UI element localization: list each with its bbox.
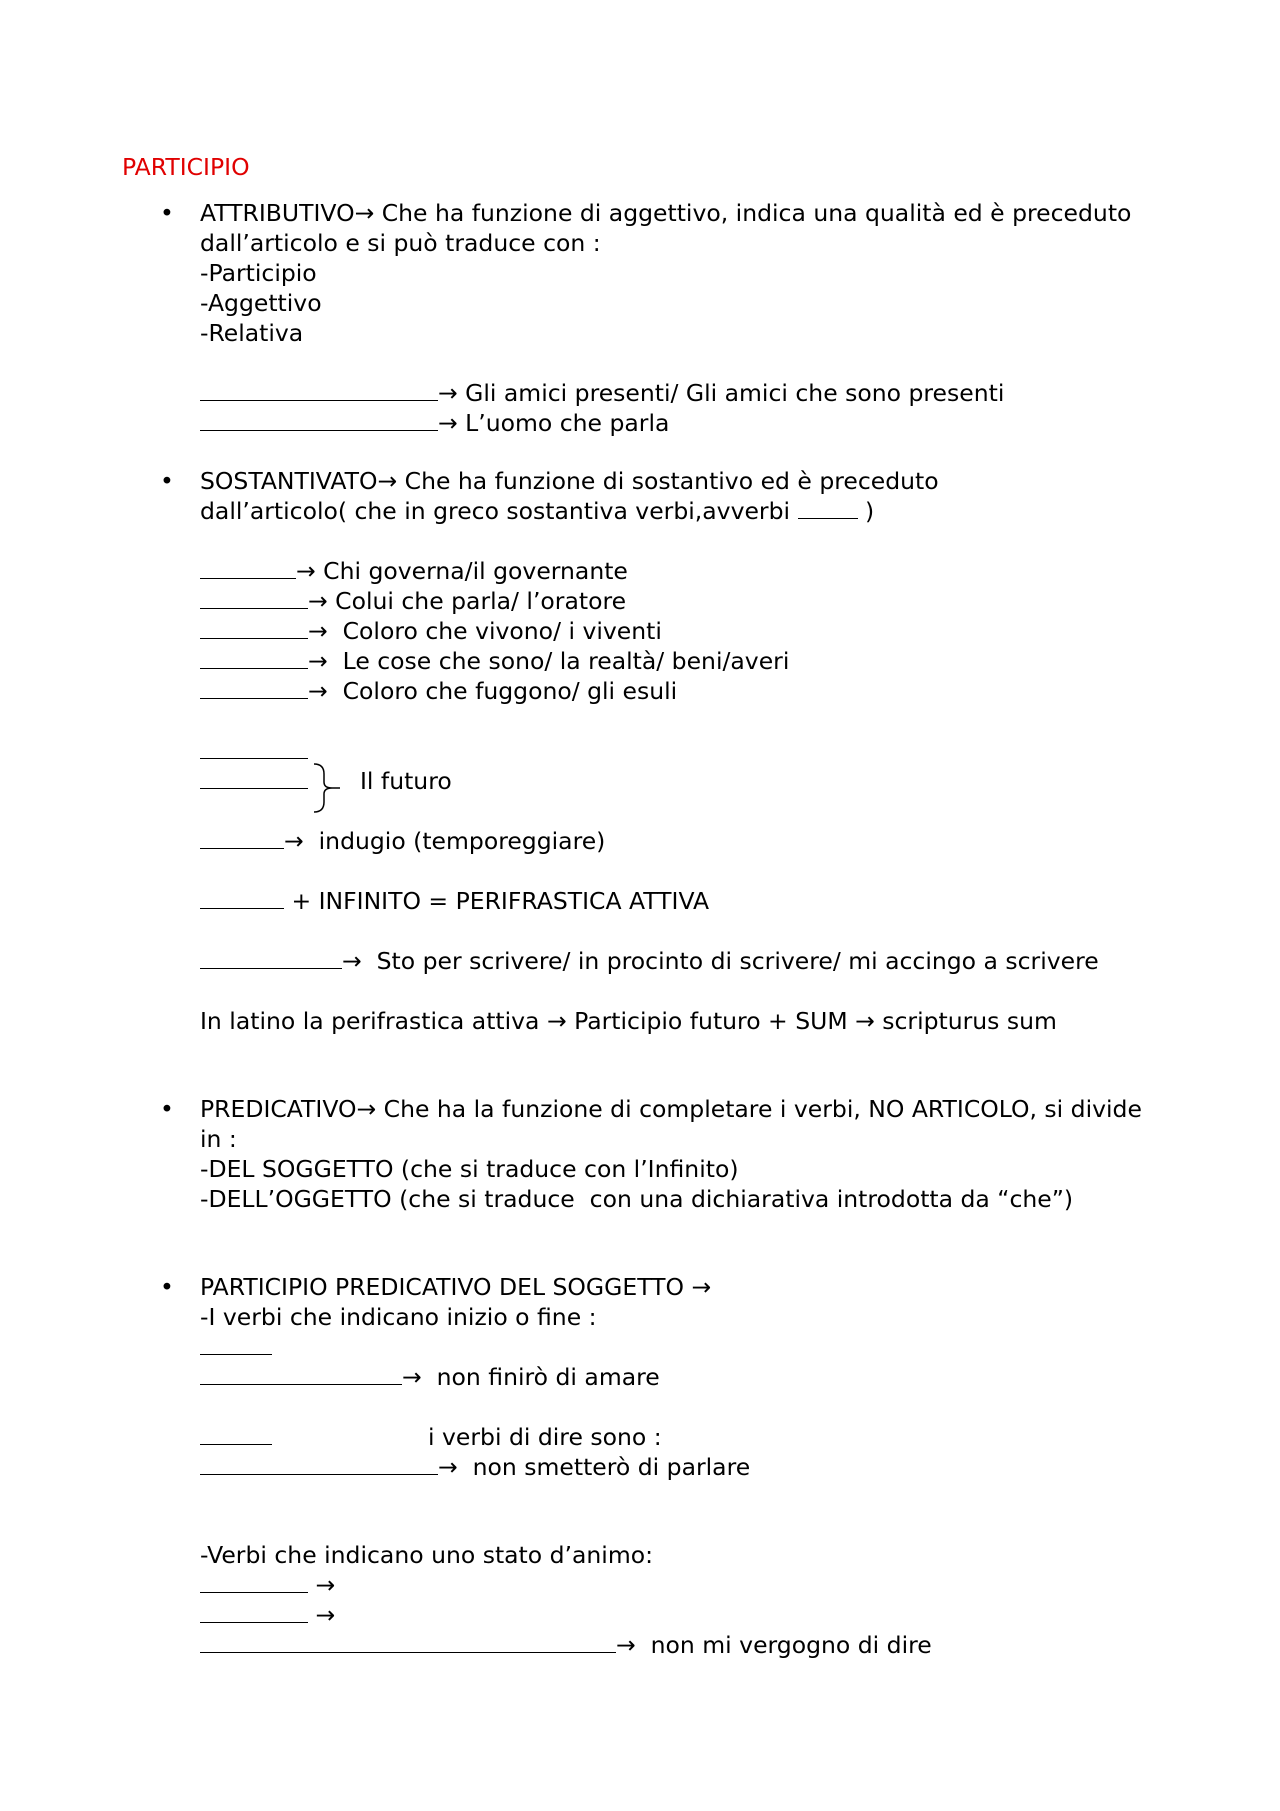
blank-line — [200, 1630, 616, 1653]
dire-label: i verbi di dire sono : — [428, 1423, 662, 1451]
predicativo-definition-cont: in : — [200, 1125, 237, 1153]
blank-line — [200, 826, 284, 849]
arrow-icon: → — [308, 677, 328, 705]
parlare-line: → non smetterò di parlare — [200, 1452, 750, 1482]
predicativo-item: -DEL SOGGETTO (che si traduce con l’Infinito) — [200, 1155, 739, 1183]
attributivo-item: -Aggettivo — [200, 289, 322, 317]
blank-line — [200, 736, 308, 759]
sostantivato-definition-cont: dall’articolo( che in greco sostantiva verbi,avverbi ) — [200, 497, 875, 525]
sostantivato-example: → Coloro che vivono/ i viventi — [200, 616, 662, 646]
latino-line: In latino la perifrastica attiva → Participio futuro + SUM → scripturus sum — [200, 1007, 1057, 1035]
predicativo-heading: PREDICATIVO — [200, 1095, 357, 1123]
arrow-icon: → — [438, 1453, 458, 1481]
blank-line — [200, 1332, 272, 1355]
attributivo-example: → Gli amici presenti/ Gli amici che sono presenti — [200, 378, 1004, 408]
arrow-icon: → — [308, 617, 328, 645]
scrivere-line: → Sto per scrivere/ in procinto di scrivere/ mi accingo a scrivere — [200, 946, 1099, 976]
attributivo-item: -Participio — [200, 259, 317, 287]
blank-line — [200, 676, 308, 699]
sostantivato-example: → Colui che parla/ l’oratore — [200, 586, 626, 616]
arrow-icon: → — [438, 409, 458, 437]
futuro-blank — [200, 766, 308, 796]
arrow-icon: → — [546, 1007, 567, 1035]
arrow-icon: → — [438, 379, 458, 407]
arrow-icon: → — [315, 1571, 336, 1599]
attributivo-heading: ATTRIBUTIVO — [200, 199, 355, 227]
arrow-icon: → — [356, 1095, 377, 1123]
sostantivato-example: → Chi governa/il governante — [200, 556, 628, 586]
indugio-line: → indugio (temporeggiare) — [200, 826, 605, 856]
arrow-icon: → — [691, 1273, 712, 1301]
arrow-icon: → — [308, 587, 328, 615]
blank-line — [200, 408, 438, 431]
brace-icon — [312, 762, 342, 814]
attributivo-definition-cont: dall’articolo e si può traduce con : — [200, 229, 601, 257]
futuro-label: Il futuro — [360, 767, 452, 795]
arrow-icon: → — [402, 1363, 422, 1391]
attributivo-item: -Relativa — [200, 319, 304, 347]
arrow-icon: → — [855, 1007, 875, 1035]
bullet-predicativo: • — [160, 1095, 174, 1123]
blank-line — [200, 646, 308, 669]
predicativo-item: -DELL’OGGETTO (che si traduce con una dichiarativa introdotta da “che”) — [200, 1185, 1074, 1213]
arrow-icon: → — [377, 467, 398, 495]
predicativo-definition: PREDICATIVO→ Che ha la funzione di completare i verbi, NO ARTICOLO, si divide — [200, 1095, 1142, 1123]
blank-line — [200, 616, 308, 639]
arrow-icon: → — [308, 647, 328, 675]
arrow-icon: → — [315, 1601, 336, 1629]
arrow-icon: → — [354, 199, 375, 227]
sostantivato-example: → Coloro che fuggono/ gli esuli — [200, 676, 677, 706]
stato-animo-sub: -Verbi che indicano uno stato d’animo: — [200, 1541, 654, 1569]
blank-row — [200, 1332, 272, 1362]
blank-line — [200, 1452, 438, 1475]
sostantivato-heading: SOSTANTIVATO — [200, 467, 378, 495]
participio-soggetto-heading: PARTICIPIO PREDICATIVO DEL SOGGETTO → — [200, 1273, 712, 1301]
arrow-icon: → — [342, 947, 362, 975]
bullet-sostantivato: • — [160, 467, 174, 495]
blank-line — [200, 1570, 308, 1593]
blank-line — [798, 496, 858, 519]
blank-line — [200, 378, 438, 401]
blank-line — [200, 586, 308, 609]
sostantivato-definition: SOSTANTIVATO→ Che ha funzione di sostantivo ed è preceduto — [200, 467, 939, 495]
attributivo-example: → L’uomo che parla — [200, 408, 669, 438]
sostantivato-example: → Le cose che sono/ la realtà/ beni/averi — [200, 646, 789, 676]
attributivo-definition: ATTRIBUTIVO→ Che ha funzione di aggettivo, indica una qualità ed è preceduto — [200, 199, 1132, 227]
blank-line — [200, 556, 296, 579]
arrow-icon: → — [284, 827, 304, 855]
blank-line — [200, 1362, 402, 1385]
blank-line — [200, 886, 284, 909]
blank-line — [200, 946, 342, 969]
blank-row — [200, 1422, 272, 1452]
bullet-participio-soggetto: • — [160, 1273, 174, 1301]
blank-arrow-row — [200, 1600, 335, 1630]
blank-line — [200, 1600, 308, 1623]
page-title: PARTICIPIO — [122, 153, 250, 181]
blank-line — [200, 1422, 272, 1445]
futuro-blank — [200, 736, 308, 766]
vergogno-line: → non mi vergogno di dire — [200, 1630, 932, 1660]
participio-soggetto-sub: -I verbi che indicano inizio o fine : — [200, 1303, 597, 1331]
arrow-icon: → — [296, 557, 316, 585]
blank-arrow-row — [200, 1570, 335, 1600]
bullet-attributivo: • — [160, 199, 174, 227]
infinito-line: + INFINITO = PERIFRASTICA ATTIVA — [200, 886, 709, 916]
arrow-icon: → — [616, 1631, 636, 1659]
blank-line — [200, 766, 308, 789]
amare-line: → non finirò di amare — [200, 1362, 660, 1392]
